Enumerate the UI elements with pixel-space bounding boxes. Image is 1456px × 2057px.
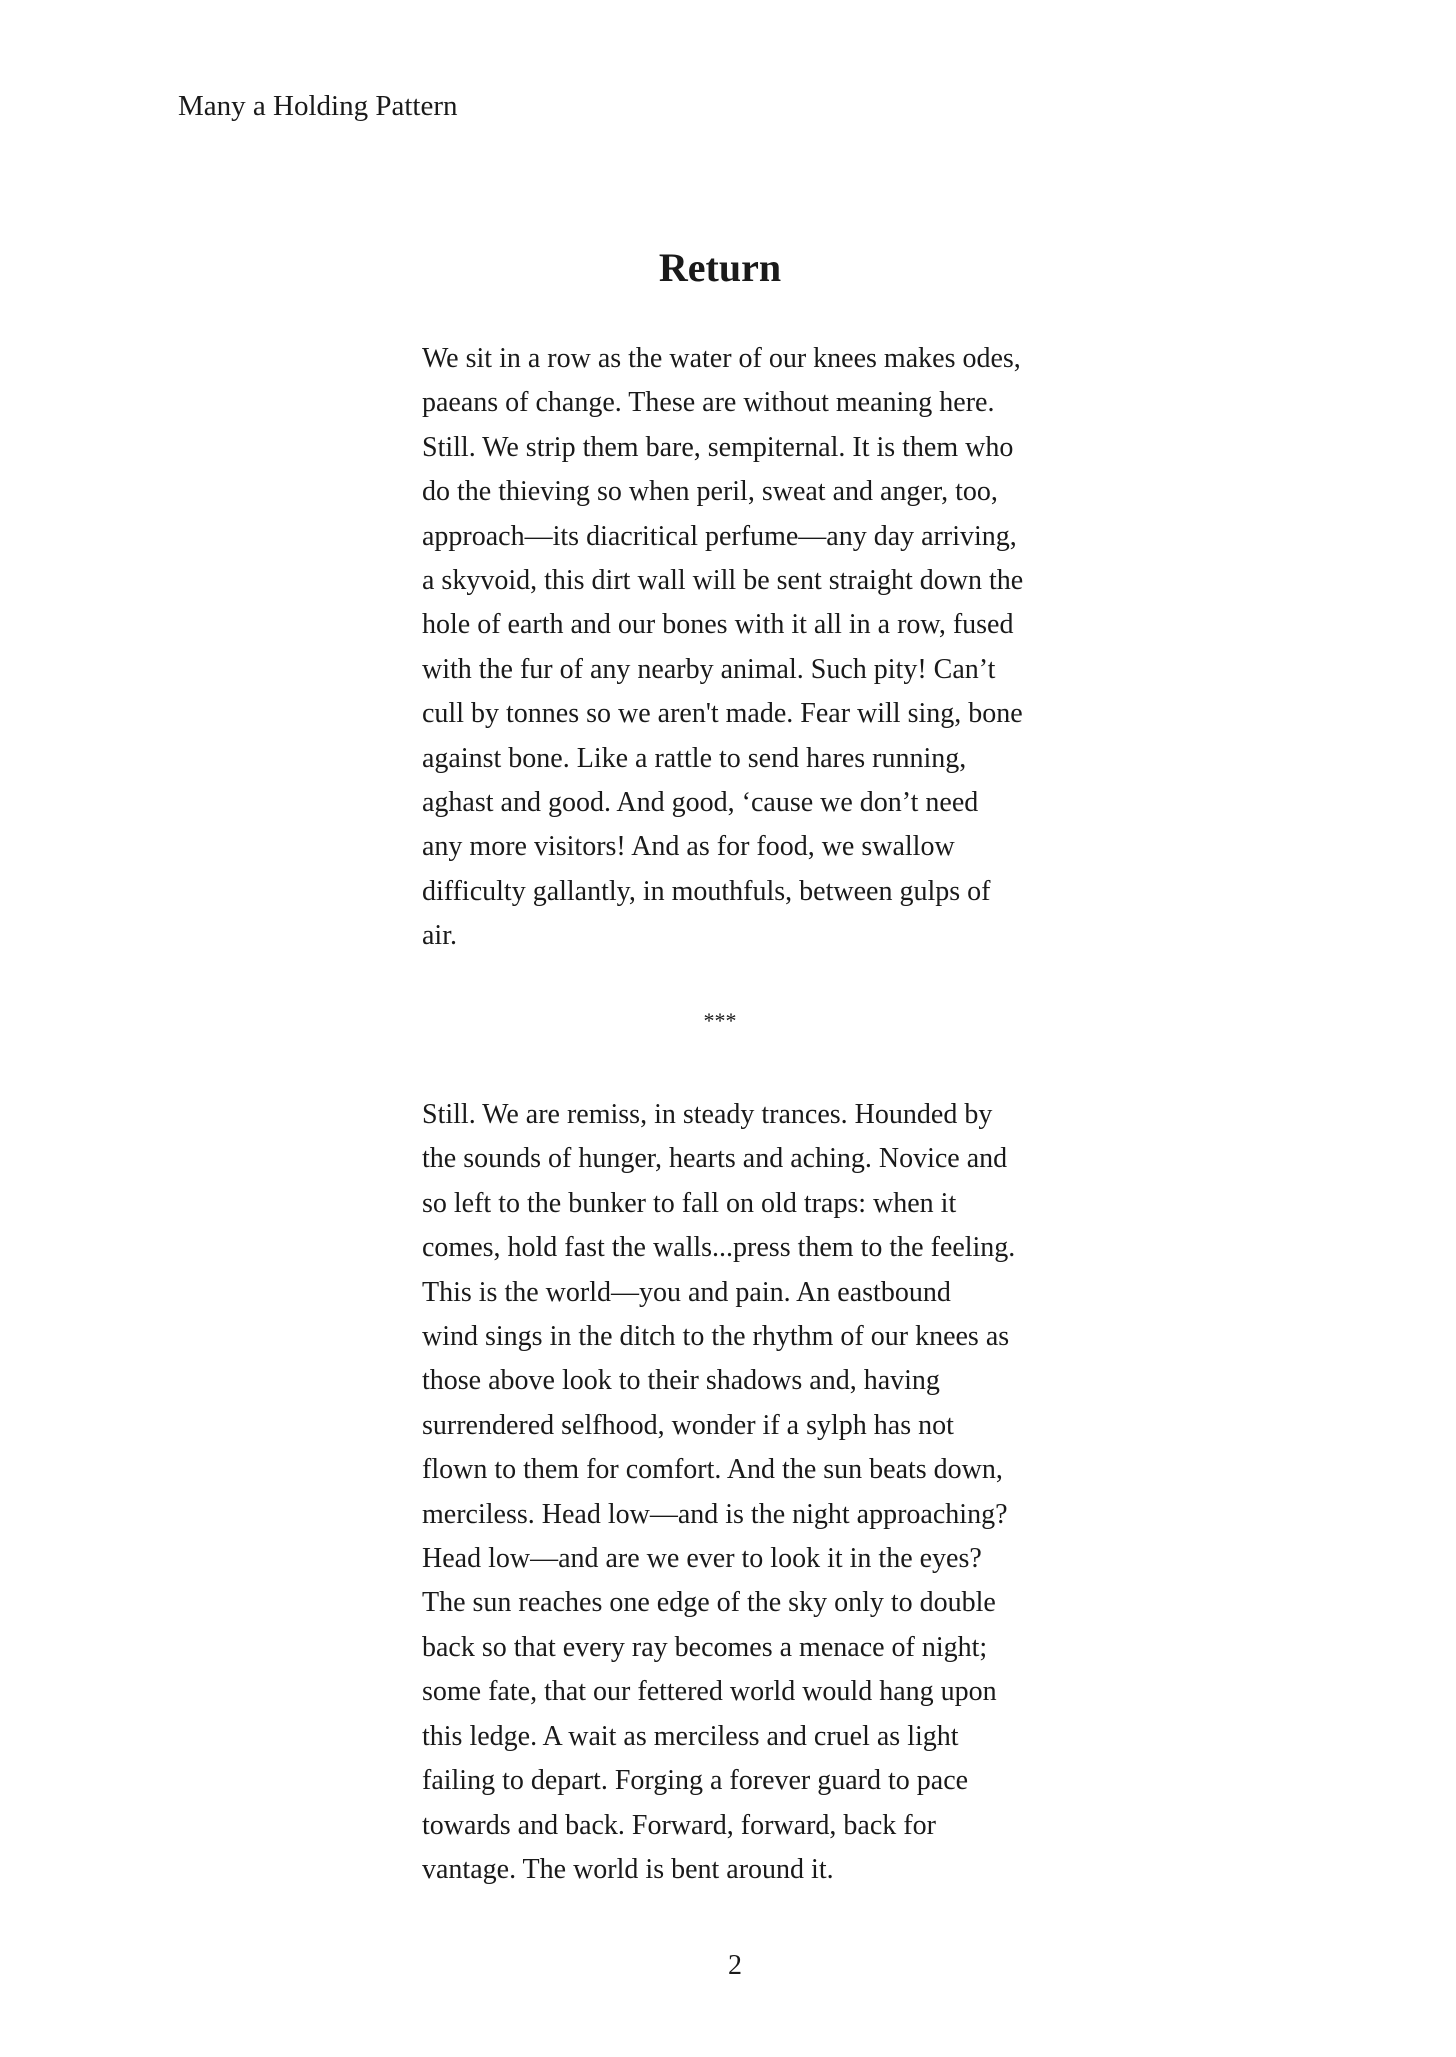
poem-line: paeans of change. These are without meaning here.	[422, 387, 995, 419]
stanza-1	[422, 337, 1062, 959]
poem-line: Head low—and are we ever to look it in the eyes?	[422, 1543, 982, 1575]
poem-line: hole of earth and our bones with it all in a row, fused	[422, 609, 1014, 641]
poem-line: difficulty gallantly, in mouthfuls, between gulps of	[422, 875, 991, 907]
poem-line: Still. We are remiss, in steady trances. Hounded by	[422, 1099, 993, 1130]
poem-line: this ledge. A wait as merciless and cruel as light	[422, 1720, 959, 1752]
poem-line: towards and back. Forward, forward, back for	[422, 1809, 936, 1841]
poem-line: against bone. Like a rattle to send hares running,	[422, 742, 967, 774]
poem-title: Return	[658, 245, 782, 290]
poem-line: comes, hold fast the walls...press them to the feeling.	[422, 1232, 1016, 1264]
poem-line: so left to the bunker to fall on old traps: when it	[422, 1187, 957, 1219]
poem-line: air.	[422, 920, 457, 952]
poem-line: merciless. Head low—and is the night approaching?	[422, 1498, 1008, 1530]
poem-line: approach—its diacritical perfume—any day arriving,	[422, 520, 1017, 552]
poem-line: flown to them for comfort. And the sun beats down,	[422, 1454, 1003, 1486]
poem-line: vantage. The world is bent around it.	[422, 1853, 834, 1885]
poem-line: Still. We strip them bare, sempiternal. It is them who	[422, 431, 1014, 463]
poem-line: any more visitors! And as for food, we swallow	[422, 831, 955, 863]
poem-line: failing to depart. Forging a forever guard to pace	[422, 1765, 969, 1797]
section-separator: ***	[703, 1008, 737, 1033]
poem-line: the sounds of hunger, hearts and aching. Novice and	[422, 1143, 1008, 1175]
poem-line: those above look to their shadows and, having	[422, 1365, 940, 1397]
poem-line: We sit in a row as the water of our knees makes odes,	[422, 343, 1021, 374]
page-number: 2	[728, 1950, 742, 1981]
poem-line: a skyvoid, this dirt wall will be sent straight down the	[422, 565, 1024, 597]
poem-line: back so that every ray becomes a menace of night;	[422, 1631, 988, 1663]
poem-line: cull by tonnes so we aren't made. Fear will sing, bone	[422, 698, 1023, 730]
running-header: Many a Holding Pattern	[178, 90, 458, 122]
poem-line: surrendered selfhood, wonder if a sylph has not	[422, 1409, 954, 1441]
poem-line: some fate, that our fettered world would hang upon	[422, 1676, 997, 1708]
poem-line: do the thieving so when peril, sweat and anger, too,	[422, 476, 998, 508]
stanza-2	[422, 1093, 1062, 1892]
poem-line: The sun reaches one edge of the sky only to double	[422, 1587, 996, 1619]
poem-line: This is the world—you and pain. An eastbound	[422, 1276, 951, 1308]
poem-line: aghast and good. And good, ‘cause we don’t need	[422, 787, 979, 819]
poem-line: with the fur of any nearby animal. Such pity! Can’t	[422, 653, 996, 685]
poem-line: wind sings in the ditch to the rhythm of our knees as	[422, 1321, 1010, 1353]
